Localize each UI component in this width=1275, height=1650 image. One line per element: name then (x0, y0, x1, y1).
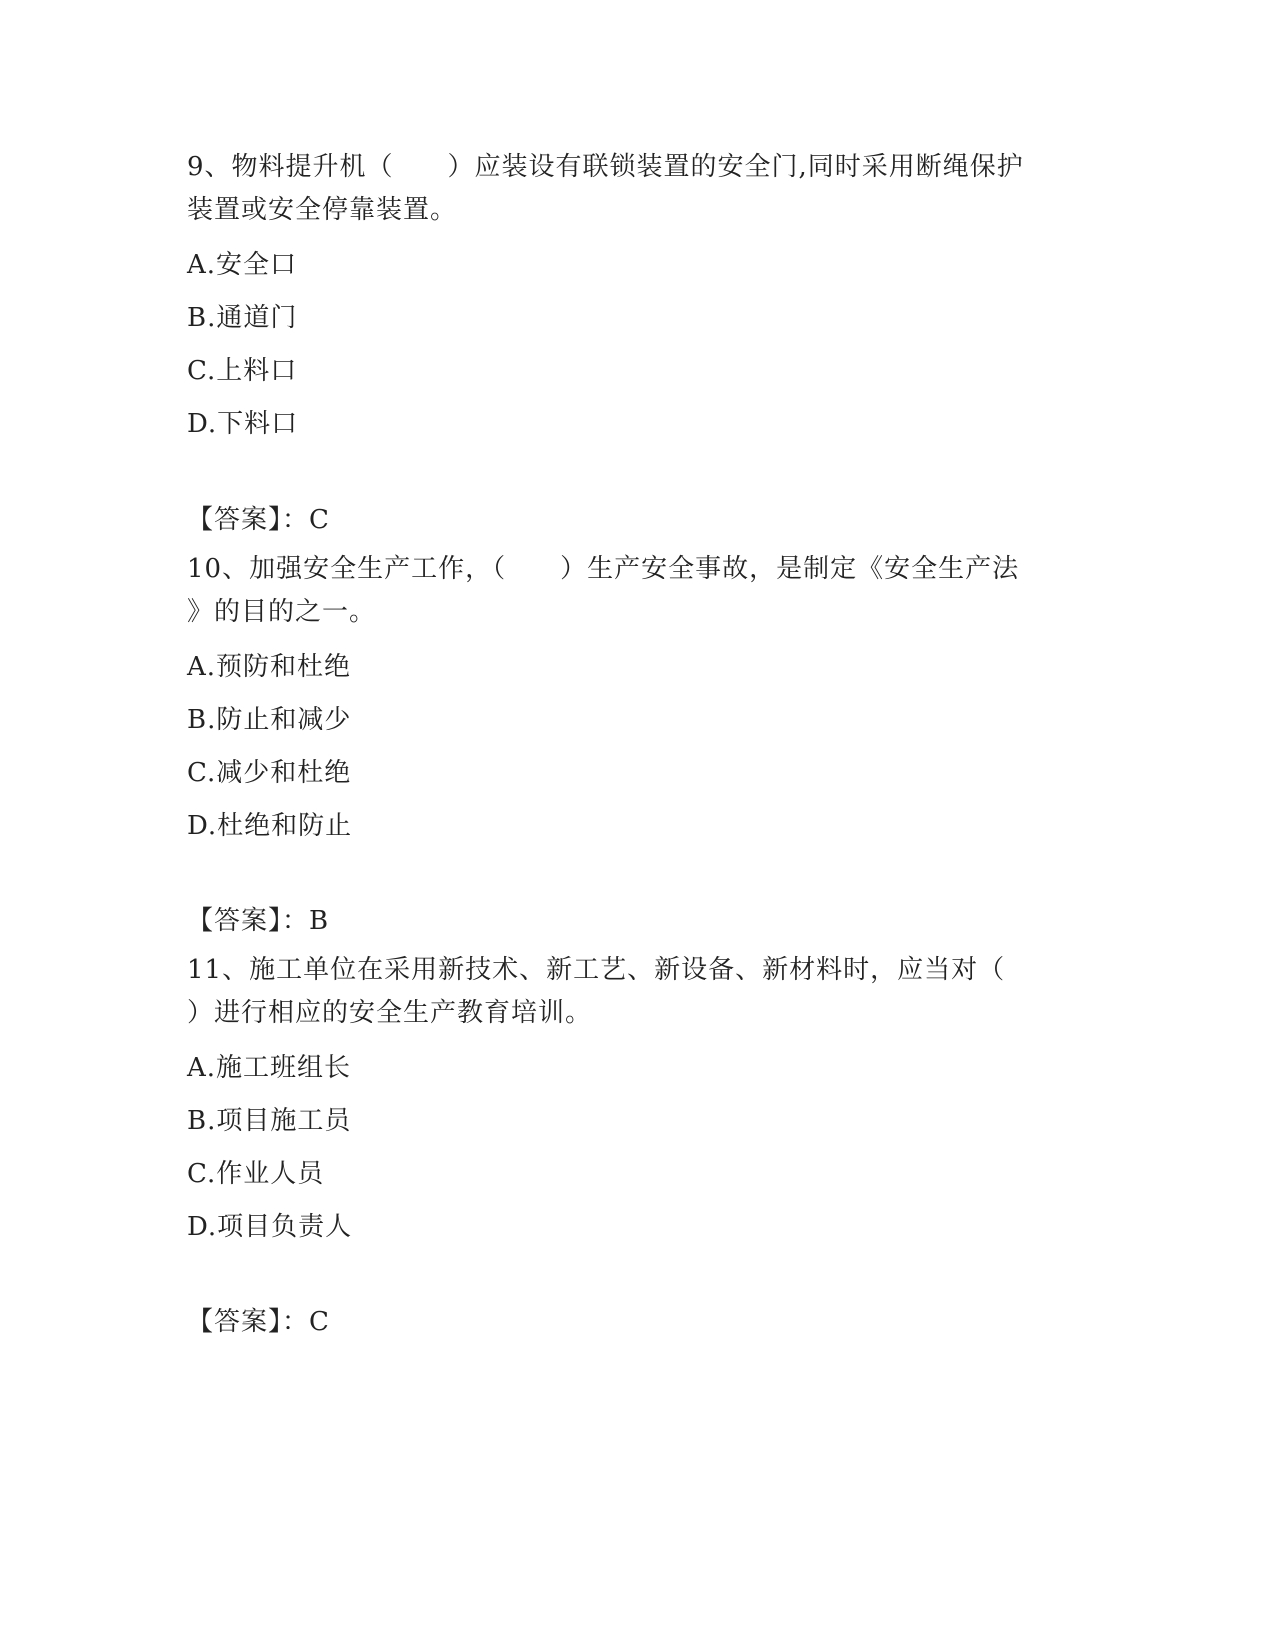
answer-line (187, 1307, 1087, 1337)
question-stem-line: ）进行相应的安全生产教育培训。 (187, 998, 593, 1028)
question-stem-line: 》的目的之一。 (187, 597, 377, 627)
answer-line (187, 906, 1087, 936)
option-d: D.杜绝和防止 (187, 811, 353, 841)
question-stem-line: 10、加强安全生产工作，（ ）生产安全事故，是制定《安全生产法 (187, 554, 1020, 584)
option-b: B.通道门 (187, 303, 298, 333)
option-c: C.上料口 (187, 356, 298, 386)
answer-line (187, 505, 1087, 535)
answer-label: 【答案】： (187, 1307, 310, 1337)
question-9 (187, 146, 1087, 232)
question-stem-line: 11、施工单位在采用新技术、新工艺、新设备、新材料时，应当对（ (187, 955, 1006, 985)
option-c: C.作业人员 (187, 1159, 325, 1189)
option-c: C.减少和杜绝 (187, 758, 352, 788)
question-stem-line: 9、物料提升机（ ）应装设有联锁装置的安全门,同时采用断绳保护 (187, 152, 1024, 182)
answer-value: C (309, 1307, 330, 1337)
option-d: D.项目负责人 (187, 1212, 353, 1242)
question-10 (187, 548, 1087, 634)
option-b: B.项目施工员 (187, 1106, 352, 1136)
option-a: A.施工班组长 (187, 1053, 352, 1083)
answer-label: 【答案】： (187, 906, 310, 936)
answer-label: 【答案】： (187, 505, 310, 535)
answer-value: C (309, 505, 330, 535)
option-d: D.下料口 (187, 409, 299, 439)
answer-value: B (309, 906, 330, 936)
option-a: A.安全口 (187, 250, 298, 280)
option-b: B.防止和减少 (187, 705, 352, 735)
question-11 (187, 949, 1087, 1035)
option-a: A.预防和杜绝 (187, 652, 352, 682)
question-stem-line: 装置或安全停靠装置。 (187, 195, 458, 225)
